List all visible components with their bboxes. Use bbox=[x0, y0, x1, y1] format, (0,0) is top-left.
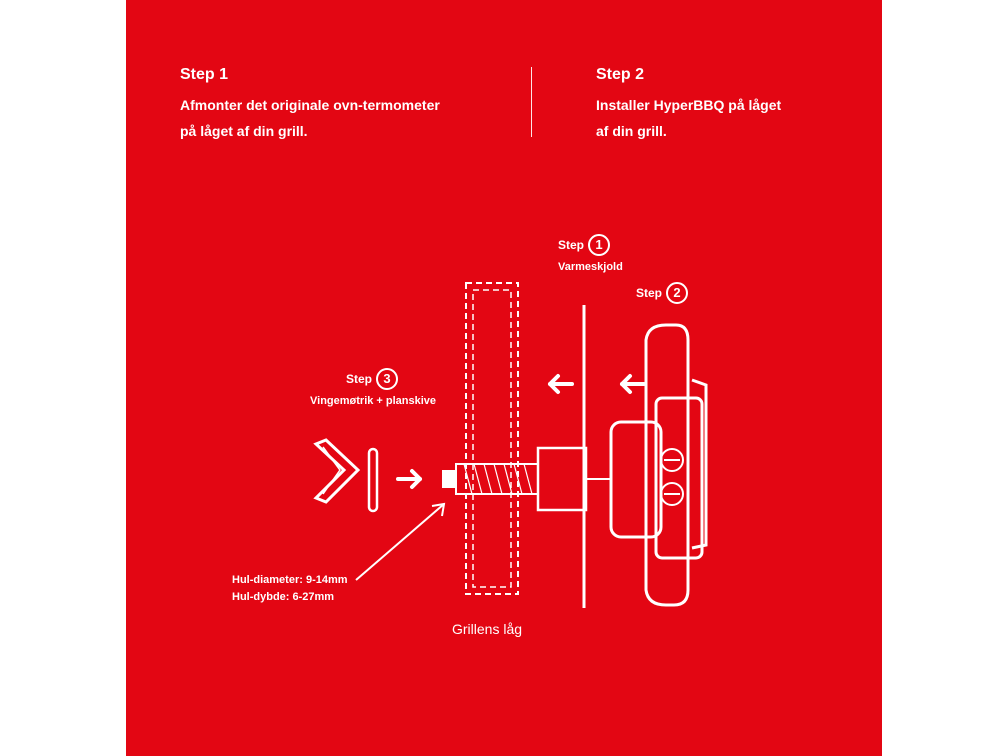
washer-icon bbox=[369, 449, 377, 511]
arrow-left-icon bbox=[550, 376, 572, 392]
step1-description-line2: på låget af din grill. bbox=[180, 123, 308, 139]
wing-nut-icon bbox=[316, 440, 358, 502]
hole-depth-text: Hul-dybde: 6-27mm bbox=[232, 591, 335, 603]
step2-description-line1: Installer HyperBBQ på låget bbox=[596, 97, 782, 113]
arrow-left-icon bbox=[622, 376, 644, 392]
hyperbbq-device-icon bbox=[611, 325, 706, 605]
step3-number-circle: 3 bbox=[376, 368, 398, 390]
mount-block bbox=[538, 448, 586, 510]
hole-diameter-text: Hul-diameter: 9-14mm bbox=[232, 574, 348, 586]
wing-nut-caption: Vingemøtrik + planskive bbox=[310, 395, 437, 407]
threaded-bolt-icon bbox=[442, 464, 538, 494]
heat-shield-caption: Varmeskjold bbox=[558, 261, 623, 273]
diagram-step3-word: Step bbox=[346, 372, 373, 386]
installation-diagram bbox=[126, 0, 882, 756]
grill-lid-caption: Grillens låg bbox=[452, 621, 523, 637]
step1-title: Step 1 bbox=[180, 66, 229, 83]
diagram-step2-word: Step bbox=[636, 286, 663, 300]
diagram-step1-word: Step bbox=[558, 238, 585, 252]
arrow-right-icon bbox=[398, 471, 420, 487]
instruction-panel bbox=[126, 0, 882, 756]
step2-number-circle: 2 bbox=[666, 282, 688, 304]
step1-number-circle: 1 bbox=[588, 234, 610, 256]
step2-description-line2: af din grill. bbox=[596, 123, 667, 139]
diagram-step1-label bbox=[558, 234, 610, 256]
diagram-step2-label bbox=[636, 282, 688, 304]
diagram-step3-label bbox=[346, 368, 398, 390]
leader-line bbox=[356, 504, 444, 580]
step1-description-line1: Afmonter det originale ovn-termometer bbox=[180, 97, 440, 113]
step2-title: Step 2 bbox=[596, 66, 645, 83]
grill-lid-outline bbox=[466, 283, 518, 594]
